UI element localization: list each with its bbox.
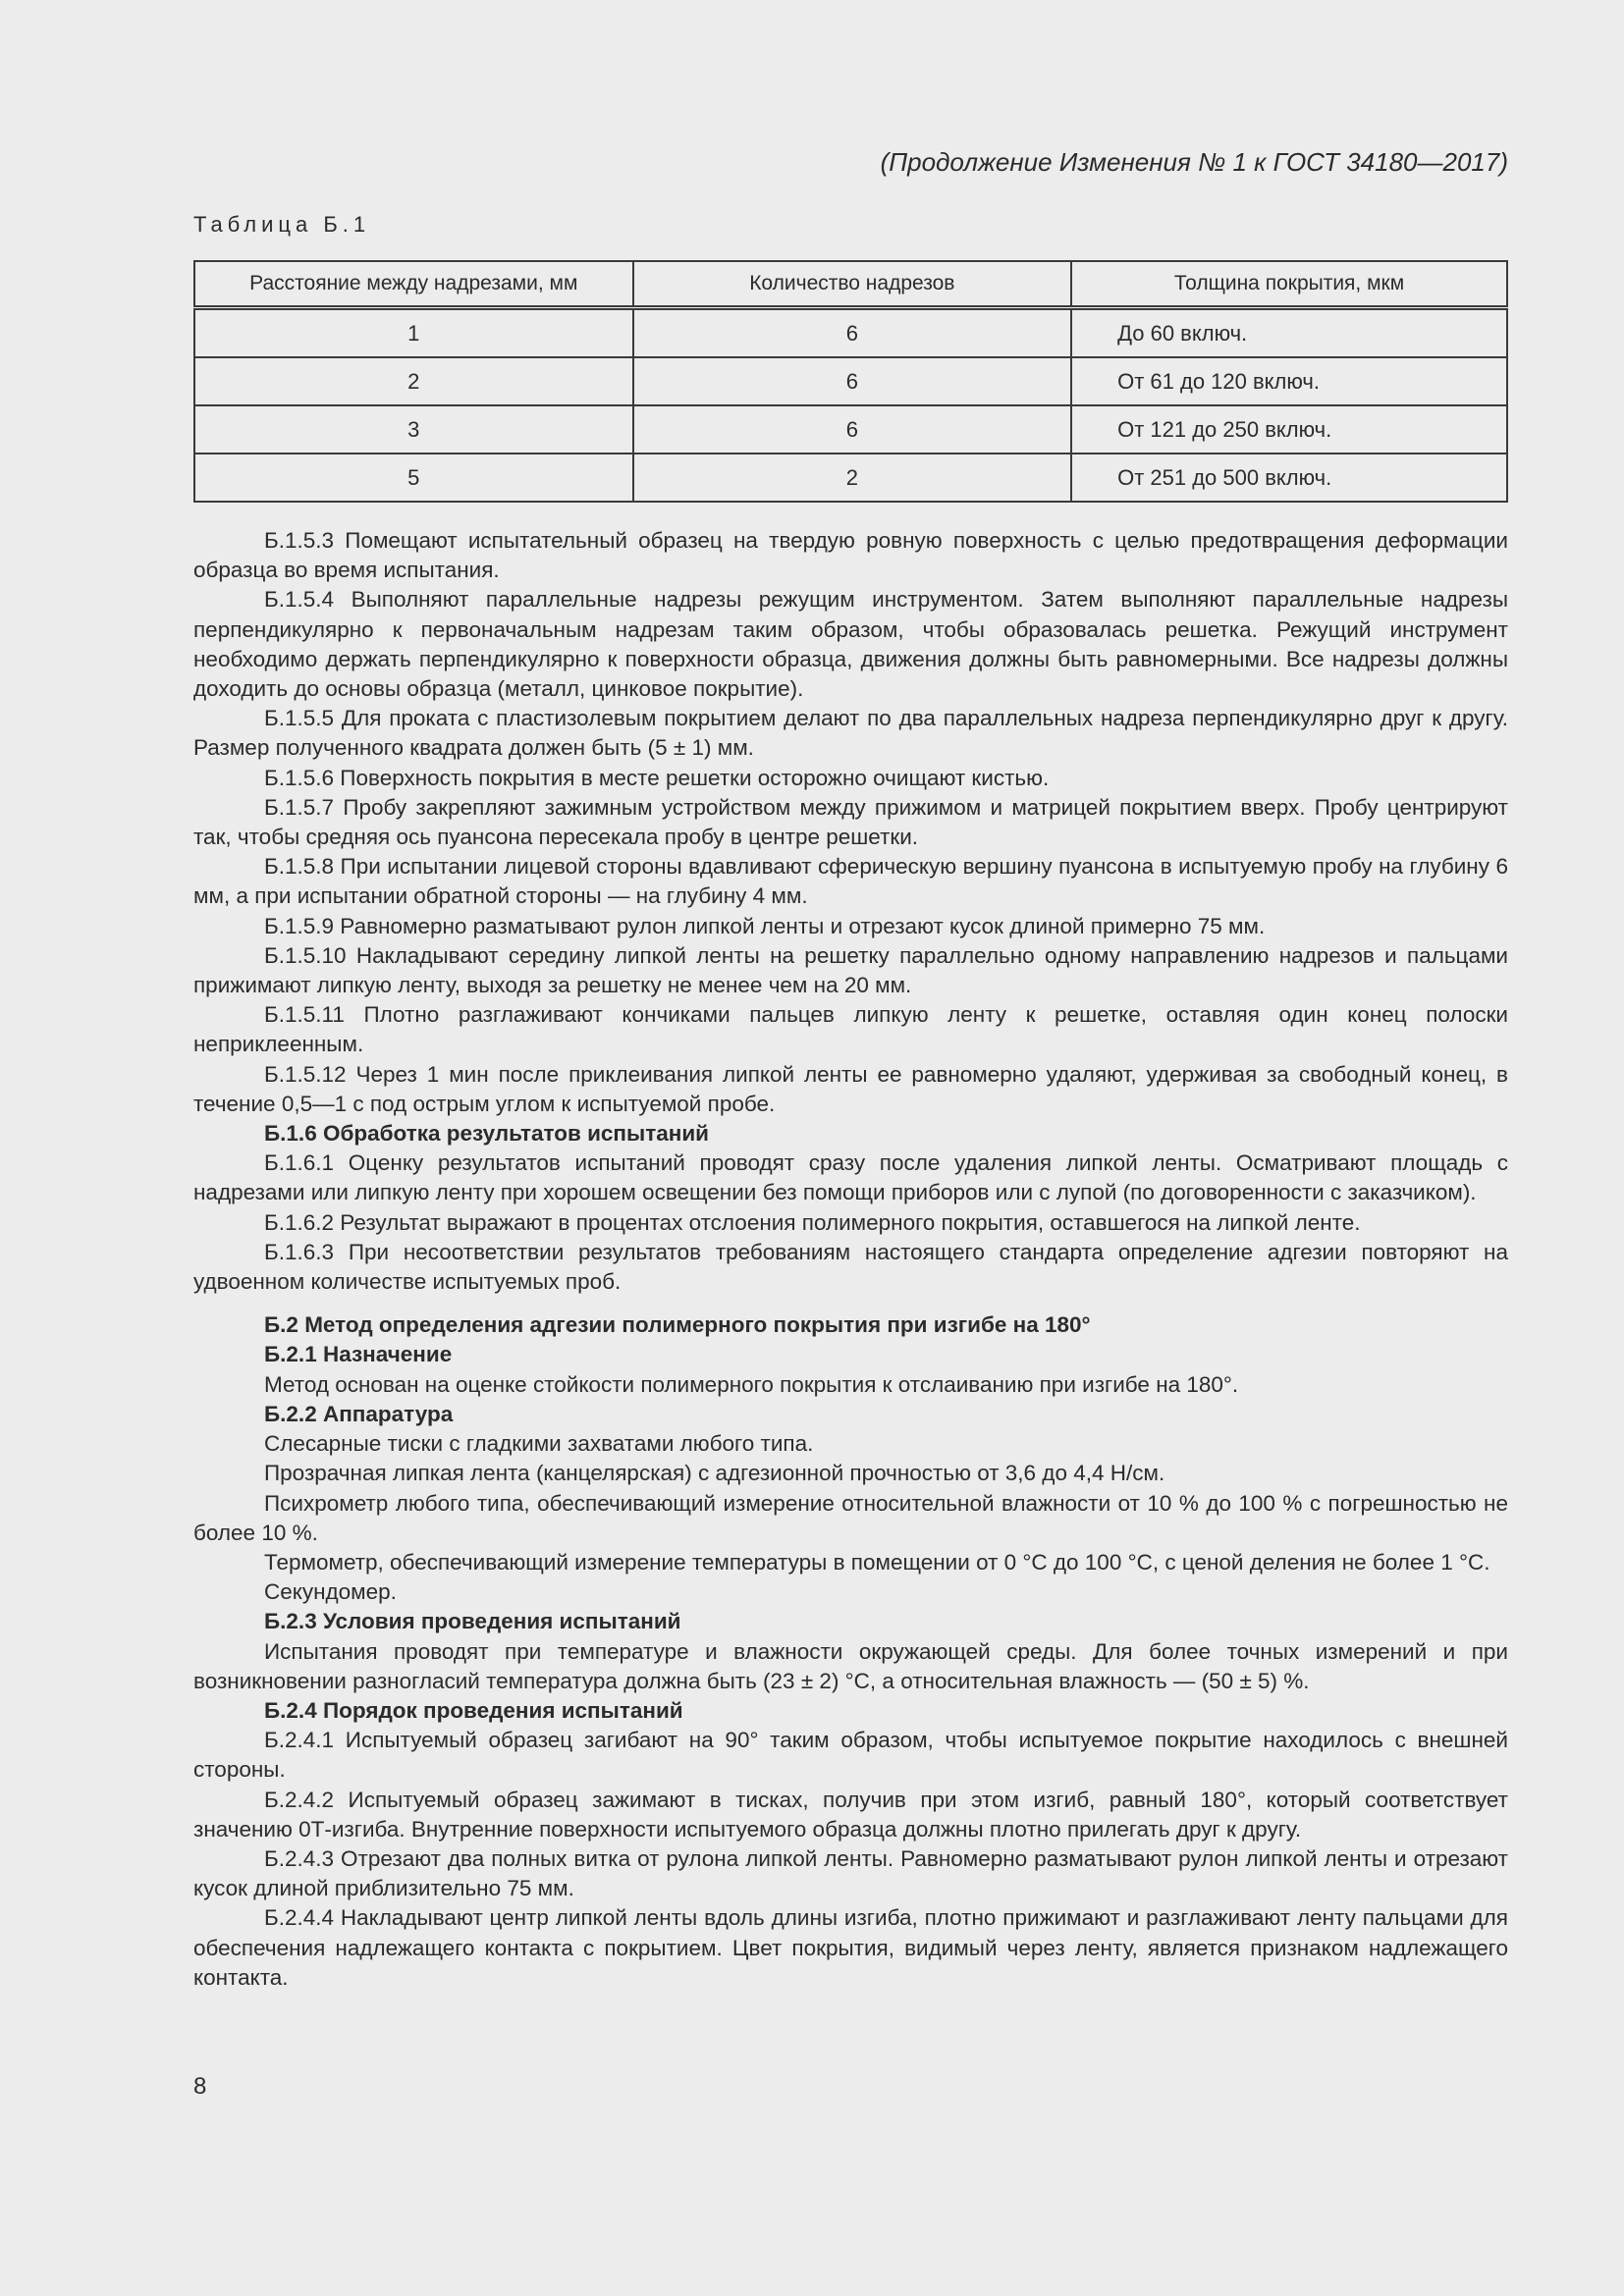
table-row: [194, 454, 1507, 502]
table-cell: До 60 включ.: [1071, 308, 1507, 358]
paragraph: Б.1.5.8 При испытании лицевой стороны вдавливают сферическую вершину пуансона в испытуемую пробу на глубину 6 мм, а при испытании обратной стороны — на глубину 4 мм.: [193, 854, 1508, 909]
table-header-cell: Расстояние между надрезами, мм: [194, 261, 633, 308]
table-cell: 3: [194, 405, 633, 454]
table-header-cell: Толщина покрытия, мкм: [1071, 261, 1507, 308]
paragraph: Б.1.5.4 Выполняют параллельные надрезы режущим инструментом. Затем выполняют параллельные надрезы перпендикулярно к первоначальным надрезам таким образом, чтобы образовалась решетка. Режущий инструмент необходимо держать перпендикулярно к поверхности образца, движения должны быть равномерными. Все надрезы должны доходить до основы образца (металл, цинковое покрытие).: [193, 587, 1508, 702]
page-number: 8: [193, 2073, 207, 2100]
table-cell: От 251 до 500 включ.: [1071, 454, 1507, 502]
section-heading: Б.2 Метод определения адгезии полимерного покрытия при изгибе на 180°: [264, 1312, 1091, 1338]
paragraph: Б.1.5.11 Плотно разглаживают кончиками пальцев липкую ленту к решетке, оставляя один конец полоски неприклеенным.: [193, 1002, 1508, 1057]
paragraph: Б.1.5.7 Пробу закрепляют зажимным устройством между прижимом и матрицей покрытием вверх. Пробу центрируют так, чтобы средняя ось пуансона пересекала пробу в центре решетки.: [193, 794, 1508, 850]
table-cell: 6: [633, 357, 1072, 405]
paragraph: Секундомер.: [264, 1579, 397, 1605]
paragraph: Б.1.6.3 При несоответствии результатов требованиям настоящего стандарта определение адгезии повторяют на удвоенном количестве испытуемых проб.: [193, 1239, 1508, 1295]
table-row: [194, 308, 1507, 358]
paragraph: Б.2.4.2 Испытуемый образец зажимают в тисках, получив при этом изгиб, равный 180°, который соответствует значению 0Т-изгиба. Внутренние поверхности испытуемого образца должны плотно прилегать друг к другу.: [193, 1787, 1508, 1842]
table-row: [194, 357, 1507, 405]
table-cell: От 121 до 250 включ.: [1071, 405, 1507, 454]
table-caption: Таблица Б.1: [193, 212, 371, 237]
table-row: [194, 405, 1507, 454]
paragraph: Термометр, обеспечивающий измерение температуры в помещении от 0 °С до 100 °С, с ценой деления не более 1 °С.: [264, 1549, 1490, 1575]
paragraph: Б.1.5.6 Поверхность покрытия в месте решетки осторожно очищают кистью.: [264, 765, 1050, 790]
table-cell: 1: [194, 308, 633, 358]
paragraph: Б.1.5.10 Накладывают середину липкой ленты на решетку параллельно одному направлению надрезов и пальцами прижимают липкую ленту, выходя за решетку не менее чем на 20 мм.: [193, 942, 1508, 998]
table-cell: 6: [633, 308, 1072, 358]
data-table: [193, 260, 1508, 503]
paragraph: Б.2.4.4 Накладывают центр липкой ленты вдоль длины изгиба, плотно прижимают и разглаживают ленту пальцами для обеспечения надлежащего контакта с покрытием. Цвет покрытия, видимый через ленту, является признаком надлежащего контакта.: [193, 1905, 1508, 1990]
section-heading: Б.2.2 Аппаратура: [264, 1401, 454, 1426]
section-heading: Б.2.4 Порядок проведения испытаний: [264, 1697, 683, 1723]
paragraph: Испытания проводят при температуре и влажности окружающей среды. Для более точных измерений и при возникновении разногласий температура должна быть (23 ± 2) °С, а относительная влажность — (50 ± 5) %.: [193, 1638, 1508, 1693]
table-cell: 2: [633, 454, 1072, 502]
paragraph: Б.1.5.3 Помещают испытательный образец на твердую ровную поверхность с целью предотвращения деформации образца во время испытания.: [193, 528, 1508, 583]
paragraph: Б.2.4.3 Отрезают два полных витка от рулона липкой ленты. Равномерно разматывают рулон липкой ленты и отрезают кусок длиной приблизительно 75 мм.: [193, 1845, 1508, 1901]
section-heading: Б.2.3 Условия проведения испытаний: [264, 1609, 681, 1634]
table-cell: 5: [194, 454, 633, 502]
table-cell: 6: [633, 405, 1072, 454]
table-cell: 2: [194, 357, 633, 405]
section-heading: Б.2.1 Назначение: [264, 1342, 453, 1367]
paragraph: Слесарные тиски с гладкими захватами любого типа.: [264, 1431, 814, 1457]
paragraph: Б.1.6.2 Результат выражают в процентах отслоения полимерного покрытия, оставшегося на липкой ленте.: [264, 1209, 1361, 1235]
paragraph: Б.1.6.1 Оценку результатов испытаний проводят сразу после удаления липкой ленты. Осматривают площадь с надрезами или липкую ленту при хорошем освещении без помощи приборов или с лупой (по договоренности с заказчиком).: [193, 1150, 1508, 1205]
section-heading: Б.1.6 Обработка результатов испытаний: [264, 1121, 709, 1147]
table-header-row: [194, 261, 1507, 308]
running-header: (Продолжение Изменения № 1 к ГОСТ 34180—2017): [880, 147, 1508, 177]
paragraph: Б.2.4.1 Испытуемый образец загибают на 90° таким образом, чтобы испытуемое покрытие находилось с внешней стороны.: [193, 1728, 1508, 1783]
table-header-cell: Количество надрезов: [633, 261, 1072, 308]
paragraph: Б.1.5.5 Для проката с пластизолевым покрытием делают по два параллельных надреза перпендикулярно друг к другу. Размер полученного квадрата должен быть (5 ± 1) мм.: [193, 706, 1508, 761]
body-text: [193, 526, 1508, 1993]
paragraph: Б.1.5.9 Равномерно разматывают рулон липкой ленты и отрезают кусок длиной примерно 75 мм.: [264, 913, 1266, 938]
paragraph: Прозрачная липкая лента (канцелярская) с адгезионной прочностью от 3,6 до 4,4 Н/см.: [264, 1461, 1165, 1486]
paragraph: Психрометр любого типа, обеспечивающий измерение относительной влажности от 10 % до 100 % с погрешностью не более 10 %.: [193, 1490, 1508, 1545]
paragraph: Б.1.5.12 Через 1 мин после приклеивания липкой ленты ее равномерно удаляют, удерживая за свободный конец, в течение 0,5—1 с под острым углом к испытуемой пробе.: [193, 1061, 1508, 1116]
table-cell: От 61 до 120 включ.: [1071, 357, 1507, 405]
paragraph: Метод основан на оценке стойкости полимерного покрытия к отслаиванию при изгибе на 180°.: [264, 1371, 1239, 1397]
